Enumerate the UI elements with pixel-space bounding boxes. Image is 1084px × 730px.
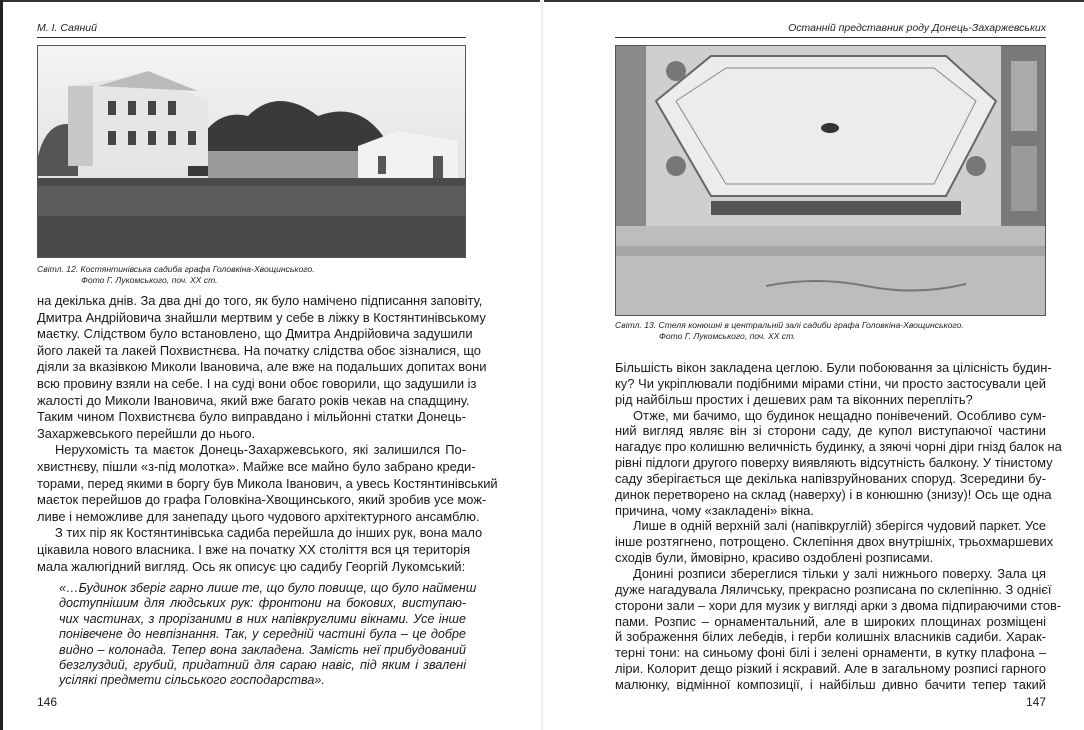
left-page: [37, 0, 498, 730]
text-line: Таким чином Похвистнєва було виправдано і мільйонні статки Донець-: [37, 409, 466, 425]
text-line: маєток перейшов до графа Головкіна-Хвощинського, який зробив усе мож-: [37, 492, 487, 508]
text-line: торами, перед якими в боргу був Микола Іванович, а увесь Костянтинівський: [37, 475, 498, 491]
text-line: жалості до Миколи Івановича, який вже багато років чекав на спадщину.: [37, 392, 470, 408]
text-line: ліри. Колорит дещо різкий і яскравий. Але в загальному розписі гарного: [615, 661, 1046, 677]
right-page: [615, 0, 1062, 730]
text-line: причина, чому «закладені» вікна.: [615, 502, 815, 518]
text-line: пами. Розпис – орнаментальний, але в широких площинах розміщені: [615, 613, 1046, 629]
caption-credit: Фото Г. Лукомського, поч. XX ст.: [659, 331, 796, 341]
text-line: Нерухомість та маєток Донець-Захаржевського, які залишился По-: [55, 442, 466, 458]
photo-ceiling: [615, 45, 1046, 316]
text-line: хвистнєву, пішли «з-під молотка». Майже все майно було забрано креди-: [37, 458, 476, 474]
text-line: на декілька днів. За два дні до того, як було намічено підписання заповіту,: [37, 293, 483, 308]
text-line: усілякі предмети сільського господарства».: [59, 673, 325, 688]
text-line: сходів були, ймовірно, красиво оздоблені розписами.: [615, 550, 934, 566]
text-line: Дмитра Андрійовича знайшли мертвим у себе в ліжку в Костянтинівському: [37, 309, 486, 325]
text-line: динок перетворено на склад (наверху) і в конюшню (знизу)! Ось ще одна: [615, 486, 1052, 502]
text-line: ливе і неможливе для занепаду цього чудового архітектурного ансамблю.: [37, 508, 480, 524]
photo-estate: [37, 45, 466, 258]
text-line: рід найбільш простих і дешевих рам та віконних перепліть?: [615, 391, 973, 407]
photo-caption: [615, 320, 964, 342]
text-line: З тих пір як Костянтинівська садиба перейшла до інших рук, вона мало: [55, 525, 483, 541]
text-line: терні тони: на синьому фоні білі і зелені орнаменти, в кутку плафона –: [615, 645, 1046, 661]
text-line: всю провину взяли на себе. І на суді вони обоє говорили, що задушили із: [37, 375, 477, 391]
text-line: Лише в одній верхній залі (напівкруглій) зберігся чудовий паркет. Усе: [633, 518, 1046, 534]
text-line: чих частинах, з прорізаними в них напівкруглими вікнами. Усе інше: [59, 611, 466, 626]
text-line: дуже нагадувала Ляличську, прекрасно розписана по склепінню. З однієї: [615, 581, 1052, 597]
caption-title: Світл. 12. Костянтинівська садиба графа Головкіна-Хвощинського.: [37, 264, 315, 274]
text-line: понівечене до невпізнання. Так, у середній частині була – це добре: [59, 627, 466, 642]
text-line: доступнішим для людських рук: фронтони на бокових, виступаю-: [59, 596, 466, 611]
text-line: ку? Чи укріплювали подібними мірами стіни, чи просто застосували цей: [615, 375, 1046, 391]
body-text: [615, 360, 1062, 693]
text-line: Донині розписи збереглися тільки у залі нижнього поверху. Зала ця: [633, 565, 1046, 581]
text-line: безглуздий, грубий, придатний для сараю навіс, під яким і звалені: [59, 657, 466, 672]
text-line: його лакей та лакей Похвистнєва. На початку слідства обоє зізналися, що: [37, 342, 481, 358]
book-gutter: [540, 0, 544, 730]
photo-caption: [37, 264, 315, 286]
running-head-chapter: Останній представник роду Донець-Захаржевських: [615, 22, 1046, 38]
text-line: ний вигляд являє він зі сторони саду, де купол виступаючої частини: [615, 423, 1046, 439]
text-line: діяли за вказівкою Миколи Івановича, але вже на подальших допитах вони: [37, 359, 487, 375]
page-number: 146: [37, 695, 58, 709]
body-text: [37, 293, 498, 575]
text-line: й зображення білих лебедів, і герби колишніх власників садиби. Харак-: [615, 629, 1046, 645]
running-head-author: М. І. Саяний: [37, 22, 466, 38]
text-line: цікавила нового власника. І вже на початку XX століття вся ця територія: [37, 541, 471, 557]
text-line: інше розтягнено, потрощено. Склепіння двох внутрішніх, трьохмаршевих: [615, 534, 1054, 550]
text-line: саду зберігається ще декілька напівзруйнованих споруд. Зсередини бу-: [615, 470, 1046, 486]
text-line: нагадує про колишню величність будинку, а зяючі чорні діри гнізд балок на: [615, 439, 1062, 455]
text-line: сторони зали – хори для музик у вигляді арки з двома підпираючими стов-: [615, 597, 1062, 613]
text-line: Захаржевського перейшли до нього.: [37, 425, 256, 441]
caption-title: Світл. 13. Стеля конюшні в центральній залі садиби графа Головкіна-Хвощинського.: [615, 320, 964, 330]
block-quote: [59, 581, 477, 689]
text-line: рівні підлоги другого поверху виявляють відсутність балкону. У тінистому: [615, 455, 1053, 471]
text-line: маєтку. Слідством було встановлено, що Дмитра Андрійовича задушили: [37, 326, 473, 342]
text-line: Більшість вікон закладена цеглою. Були побоювання за цілісність будин-: [615, 360, 1052, 375]
text-line: видно – колонада. Тепер вона закладена. Замість неї прибудований: [59, 642, 466, 657]
page-number: 147: [1025, 695, 1046, 709]
scan-edge: [0, 0, 3, 730]
text-line: мала жалюгідний вигляд. Ось як описує цю садибу Георгій Лукомський:: [37, 558, 466, 574]
text-line: «…Будинок зберіг гарно лише те, що було повище, що було найменш: [59, 581, 477, 595]
text-line: малюнку, відмінної композиції, і найбільш дивно бачити тепер такий: [615, 676, 1046, 692]
text-line: Отже, ми бачимо, що будинок нещадно понівечений. Особливо сум-: [633, 407, 1046, 423]
caption-credit: Фото Г. Лукомського, поч. XX ст.: [81, 275, 218, 285]
